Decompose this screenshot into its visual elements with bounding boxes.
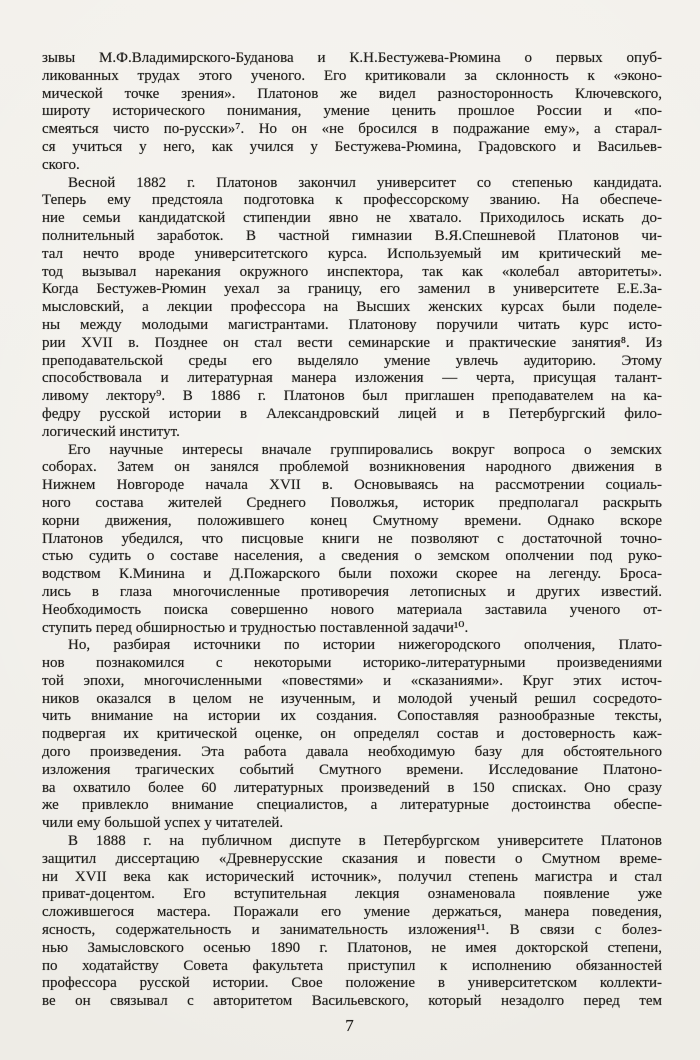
- text-line: же привлекло внимание специалистов, а литературные достоинства обеспе-: [42, 797, 662, 814]
- text-line: Но, разбирая источники по истории нижегородского ополчения, Плато-: [68, 637, 662, 654]
- text-line: рии XVII в. Позднее он стал вести семинарские и практические занятия⁸. Из: [42, 334, 662, 351]
- text-line: ливому лектору⁹. В 1886 г. Платонов был приглашен преподавателем на ка-: [42, 388, 662, 405]
- paragraph: [42, 442, 662, 638]
- text-line: Его научные интересы вначале группировались вокруг вопроса о земских: [68, 441, 662, 458]
- text-line: Необходимость поиска совершенно нового материала заставила ученого от-: [42, 601, 662, 618]
- text-line: водством К.Минина и Д.Пожарского были похожи скорее на легенду. Броса-: [42, 566, 662, 583]
- text-line: профессора русской истории. Свое положение в университетском коллекти-: [42, 975, 662, 992]
- text-line: ве он связывал с авторитетом Васильевского, который незадолго перед тем: [42, 993, 662, 1010]
- text-line: зывы М.Ф.Владимирского-Буданова и К.Н.Бестужева-Рюмина о первых опуб-: [42, 50, 662, 66]
- paragraph: [42, 637, 662, 833]
- text-line: тал нечто вроде университетского курса. Используемый им критический ме-: [42, 245, 662, 262]
- text-line: изложения трагических событий Смутного времени. Исследование Платоно-: [42, 761, 662, 778]
- text-line: В 1888 г. на публичном диспуте в Петербургском университете Платонов: [68, 833, 662, 850]
- text-line: Нижнем Новгороде начала XVII в. Основываясь на рассмотрении социаль-: [42, 477, 662, 494]
- text-line: ва охватило более 60 литературных произведений в 150 списках. Оно сразу: [42, 779, 662, 796]
- text-block: [42, 50, 662, 1011]
- text-line: федру русской истории в Александровский лицей и в Петербургский фило-: [42, 405, 662, 422]
- text-line: ного состава жителей Среднего Поволжья, историк предполагал раскрыть: [42, 494, 662, 511]
- text-line: по ходатайству Совета факультета приступил к исполнению обязанностей: [42, 957, 662, 974]
- text-line: нью Замысловского осенью 1890 г. Платонов, не имея докторской степени,: [42, 939, 662, 956]
- text-line: ясность, содержательность и занимательность изложения¹¹. В связи с болез-: [42, 922, 662, 939]
- text-line: тод вызывал нарекания окружного инспектора, так как «колебал авторитеты».: [42, 263, 662, 280]
- text-line: дого произведения. Эта работа давала необходимую базу для обстоятельного: [42, 744, 662, 761]
- text-line: логический институт.: [42, 423, 180, 440]
- paragraph: [42, 833, 662, 1011]
- text-line: ны между молодыми магистрантами. Платонову поручили читать курс исто-: [42, 316, 662, 333]
- text-line: способствовала и литературная манера изложения — черта, присущая талант-: [42, 370, 662, 387]
- text-line: соборах. Затем он занялся проблемой возникновения народного движения в: [42, 459, 662, 476]
- paragraph: [42, 50, 662, 175]
- text-line: ни XVII века как исторический источник», получил степень магистра и стал: [42, 868, 662, 885]
- text-line: подвергая их критической оценке, он определял состав и достоверность каж-: [42, 726, 662, 743]
- text-line: полнительный заработок. В частной гимназии В.Я.Спешневой Платонов чи-: [42, 227, 662, 244]
- text-line: ликованных трудах этого ученого. Его критиковали за склонность к «эконо-: [42, 67, 662, 84]
- text-line: Теперь ему предстояла подготовка к профессорскому званию. На обеспече-: [42, 192, 662, 209]
- text-line: чили ему большой успех у читателей.: [42, 815, 284, 832]
- text-line: ступить перед обширностью и трудностью поставленной задачи¹⁰.: [42, 619, 469, 636]
- text-line: Весной 1882 г. Платонов закончил университет со степенью кандидата.: [68, 174, 662, 191]
- text-line: защитил диссертацию «Древнерусские сказания и повести о Смутном време-: [42, 850, 662, 867]
- text-line: стью судить о составе населения, а сведения о земском ополчении под руко-: [42, 548, 662, 565]
- text-line: ского.: [42, 156, 80, 173]
- text-line: чить внимание на истории их создания. Сопоставляя разнообразные тексты,: [42, 708, 662, 725]
- text-line: сложившегося мастера. Поражали его умение держаться, манера поведения,: [42, 904, 662, 921]
- text-line: ние семьи кандидатской стипендии явно не хватало. Приходилось искать до-: [42, 210, 662, 227]
- text-line: мической точке зрения». Платонов же видел разносторонность Ключевского,: [42, 85, 662, 102]
- text-line: приват-доцентом. Его вступительная лекция ознаменовала появление уже: [42, 886, 662, 903]
- paragraph: [42, 175, 662, 442]
- text-line: мысловский, а лекции профессора на Высших женских курсах были поделе-: [42, 299, 662, 316]
- text-line: лись в глаза многочисленные противоречия летописных и других известий.: [42, 583, 662, 600]
- text-line: нов познакомился с некоторыми историко-литературными произведениями: [42, 655, 662, 672]
- page-number: 7: [345, 1016, 355, 1035]
- text-line: преподавательской среды его выделяло умение увлечь аудиторию. Этому: [42, 352, 662, 369]
- text-line: широту исторического понимания, умение ценить прошлое России и «по-: [42, 103, 662, 120]
- text-line: ников оказался в целом не изученным, и молодой ученый решил сосредото-: [42, 690, 662, 707]
- text-line: той эпохи, многочисленными «повестями» и «сказаниями». Круг этих источ-: [42, 672, 662, 689]
- text-line: корни движения, положившего конец Смутному времени. Однако вскоре: [42, 512, 662, 529]
- text-line: Платонов убедился, что писцовые книги не позволяют с достаточной точно-: [42, 530, 662, 547]
- text-line: ся учиться у него, как учился у Бестужева-Рюмина, Градовского и Васильев-: [42, 138, 662, 155]
- text-line: смеяться чисто по-русски»⁷. Но он «не бросился в подражание ему», а старал-: [42, 121, 662, 138]
- text-line: Когда Бестужев-Рюмин уехал за границу, его заменил в университете Е.Е.За-: [42, 281, 662, 298]
